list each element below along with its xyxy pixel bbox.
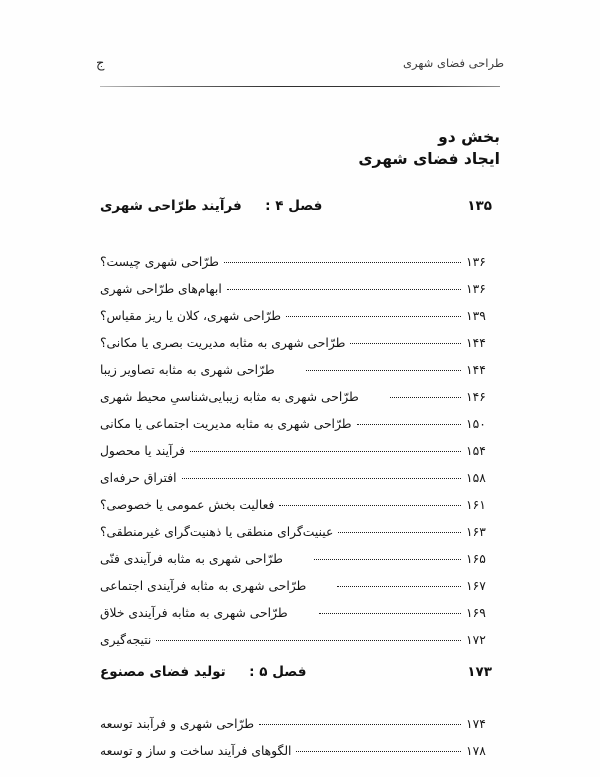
- chapter-heading-5-label: [100, 664, 306, 680]
- toc-entry[interactable]: [100, 418, 500, 445]
- toc-entry[interactable]: [100, 607, 500, 634]
- chapter-heading-5-title: تولید فضای مصنوع: [100, 664, 226, 680]
- toc-entry[interactable]: [100, 337, 500, 364]
- part-title: [358, 126, 500, 171]
- toc-entry-text: طرّاحی شهری و فرآبند توسعه: [100, 717, 255, 731]
- toc-entry[interactable]: [100, 472, 500, 499]
- page-folio-marker: ج: [96, 56, 105, 71]
- toc-entry-text: طرّاحی شهری به مثابه تصاویر زیبا: [100, 363, 275, 377]
- toc-entry-folio: ۱۷۴: [466, 717, 486, 731]
- toc-entry-folio: ۱۶۳: [466, 525, 486, 539]
- running-header-title: طراحی فضای شهری: [403, 56, 504, 70]
- toc-entry-text: طرّاحی شهری به مثابه فرآیندی فنّی: [100, 552, 283, 566]
- toc-entry-text: طرّاحی شهری چیست؟: [100, 255, 219, 269]
- toc-entry-text: ابهام‌های طرّاحی شهری: [100, 282, 222, 296]
- chapter-heading-4-folio: ۱۳۵: [467, 198, 492, 214]
- toc-entry[interactable]: [100, 364, 500, 391]
- header-rule: [100, 86, 500, 87]
- toc-entry[interactable]: [100, 445, 500, 472]
- toc-entry-folio: ۱۶۹: [466, 606, 486, 620]
- part-title-line-1: بخش دو: [438, 128, 500, 146]
- toc-entry-leader-dots: [306, 370, 461, 371]
- toc-entry[interactable]: [100, 310, 500, 337]
- toc-entry-text: الگوهای فرآیند ساخت و ساز و توسعه: [100, 744, 292, 758]
- toc-entry-leader-dots: [182, 478, 461, 479]
- toc-entry-leader-dots: [286, 316, 461, 317]
- toc-entry[interactable]: [100, 499, 500, 526]
- part-title-line-2: ایجاد فضای شهری: [358, 150, 500, 169]
- chapter-heading-4-number: فصل ۴ :: [265, 198, 323, 214]
- toc-entry-folio: ۱۳۶: [466, 282, 486, 296]
- toc-entry-leader-dots: [259, 724, 461, 725]
- chapter-heading-5: [100, 664, 500, 680]
- toc-entry-leader-dots: [190, 451, 461, 452]
- toc-entry-text: طرّاحی شهری به مثابه زیبایی‌شناسیِ محیط شهری: [100, 390, 359, 404]
- toc-list-chapter-4: [100, 256, 500, 661]
- running-header: [96, 56, 504, 71]
- toc-entry-text: افتراق حرفه‌ای: [100, 471, 177, 485]
- toc-entry-leader-dots: [156, 640, 461, 641]
- toc-entry-folio: ۱۴۶: [466, 390, 486, 404]
- toc-entry[interactable]: [100, 526, 500, 553]
- toc-entry-folio: ۱۴۴: [466, 336, 486, 350]
- toc-entry-folio: ۱۷۲: [466, 633, 486, 647]
- toc-entry-text: طرّاحی شهری به مثابه مدیریت اجتماعی یا مکانی: [100, 417, 352, 431]
- chapter-heading-4: [100, 198, 500, 214]
- toc-entry-text: فرآیند یا محصول: [100, 444, 186, 458]
- toc-entry-text: نتیجه‌گیری: [100, 633, 152, 647]
- toc-entry-leader-dots: [227, 289, 461, 290]
- toc-entry-folio: ۱۵۸: [466, 471, 486, 485]
- toc-entry-folio: ۱۴۴: [466, 363, 486, 377]
- toc-entry-leader-dots: [319, 613, 461, 614]
- toc-entry-folio: ۱۶۱: [466, 498, 486, 512]
- toc-entry-text: طرّاحی شهری به مثابه فرآیندی خلاق: [100, 606, 288, 620]
- toc-entry-leader-dots: [296, 751, 461, 752]
- toc-entry-leader-dots: [357, 424, 461, 425]
- toc-entry[interactable]: [100, 283, 500, 310]
- chapter-heading-5-number: فصل ۵ :: [249, 664, 307, 680]
- toc-entry-folio: ۱۳۹: [466, 309, 486, 323]
- toc-entry-leader-dots: [279, 505, 461, 506]
- toc-entry-leader-dots: [338, 532, 461, 533]
- chapter-heading-4-label: [100, 198, 322, 214]
- toc-entry[interactable]: [100, 580, 500, 607]
- toc-entry-folio: ۱۶۵: [466, 552, 486, 566]
- toc-entry-folio: ۱۵۰: [466, 417, 486, 431]
- toc-entry-text: طرّاحی شهری به مثابه مدیریت بصری یا مکانی؟: [100, 336, 346, 350]
- toc-entry-text: طرّاحی شهری به مثابه فرآیندی اجتماعی: [100, 579, 307, 593]
- toc-entry-leader-dots: [224, 262, 461, 263]
- toc-entry-leader-dots: [390, 397, 461, 398]
- toc-entry-leader-dots: [337, 586, 461, 587]
- chapter-heading-5-folio: ۱۷۳: [467, 664, 492, 680]
- toc-entry[interactable]: [100, 391, 500, 418]
- toc-entry-folio: ۱۶۷: [466, 579, 486, 593]
- toc-entry-text: طرّاحی شهری، کلان یا ریز مقیاس؟: [100, 309, 282, 323]
- toc-entry[interactable]: [100, 634, 500, 661]
- toc-entry[interactable]: [100, 553, 500, 580]
- toc-list-chapter-5: [100, 718, 500, 772]
- toc-entry-text: فعالیت بخش عمومی یا خصوصی؟: [100, 498, 275, 512]
- toc-entry-folio: ۱۷۸: [466, 744, 486, 758]
- toc-entry-folio: ۱۳۶: [466, 255, 486, 269]
- toc-entry[interactable]: [100, 256, 500, 283]
- toc-entry[interactable]: [100, 745, 500, 772]
- toc-entry-leader-dots: [350, 343, 461, 344]
- toc-entry-text: عینیت‌گرای منطقی یا ذهنیت‌گرای غیرمنطقی؟: [100, 525, 334, 539]
- chapter-heading-4-title: فرآیند طرّاحی شهری: [100, 198, 242, 214]
- toc-entry-leader-dots: [314, 559, 461, 560]
- toc-entry[interactable]: [100, 718, 500, 745]
- toc-entry-folio: ۱۵۴: [466, 444, 486, 458]
